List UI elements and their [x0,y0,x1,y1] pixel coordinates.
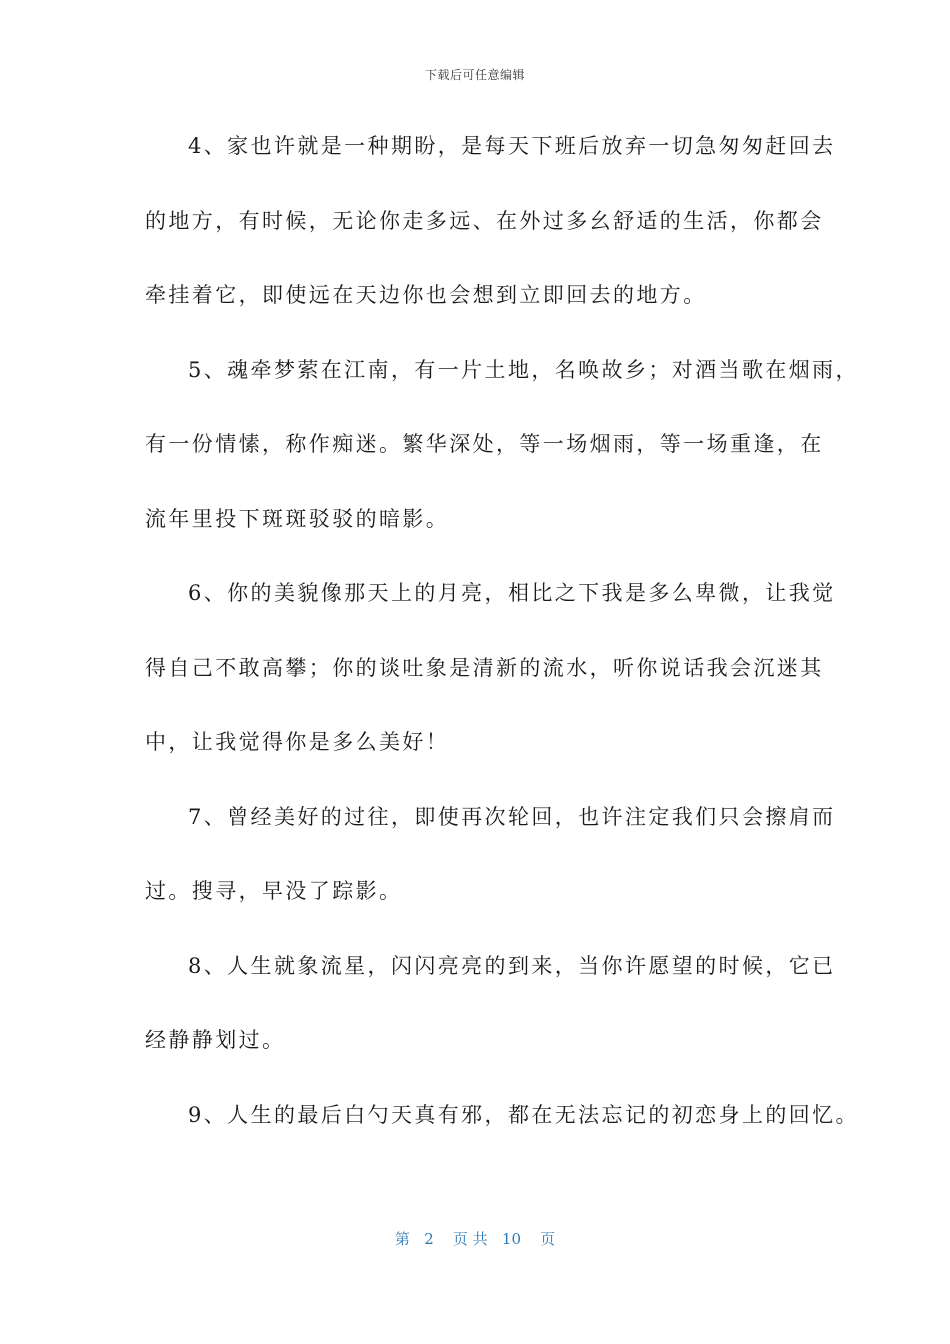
text-line: 8、人生就象流星，闪闪亮亮的到来，当你许愿望的时候，它已 [188,953,836,978]
text-line: 过。搜寻，早没了踪影。 [145,879,403,903]
text-line: 7、曾经美好的过往，即使再次轮回，也许注定我们只会擦肩而 [188,804,836,829]
text-line: 6、你的美貌像那天上的月亮，相比之下我是多么卑微，让我觉 [188,581,836,605]
text-line: 有一份情愫，称作痴迷。繁华深处，等一场烟雨，等一场重逢，在 [145,432,824,456]
text-line: 流年里投下斑斑驳驳的暗影。 [145,506,450,531]
page-footer [0,1228,950,1249]
footer-suffix: 页 [540,1230,556,1248]
text-line: 9、人生的最后白勺天真有邪，都在无法忘记的初恋身上的回忆。 [188,1102,859,1127]
text-line: 的地方，有时候，无论你走多远、在外过多幺舒适的生活，你都会 [145,208,824,233]
footer-middle: 页 共 [452,1230,488,1248]
text-line: 经静静划过。 [145,1028,286,1052]
text-line: 5、魂牵梦萦在江南，有一片土地，名唤故乡；对酒当歌在烟雨， [188,357,859,382]
page-number: 2 [424,1230,434,1248]
footer-prefix: 第 [394,1230,410,1248]
document-body [145,126,859,1169]
text-line: 牵挂着它，即使远在天边你也会想到立即回去的地方。 [145,283,707,307]
page-header: 下载后可任意编辑 [424,68,525,82]
text-line: 得自己不敢高攀；你的谈吐象是清新的流水，听你说话我会沉迷其 [145,655,824,680]
text-line: 4、家也许就是一种期盼，是每天下班后放弃一切急匆匆赶回去 [188,134,836,158]
text-line: 中，让我觉得你是多么美好！ [145,730,450,754]
total-pages: 10 [501,1230,522,1248]
